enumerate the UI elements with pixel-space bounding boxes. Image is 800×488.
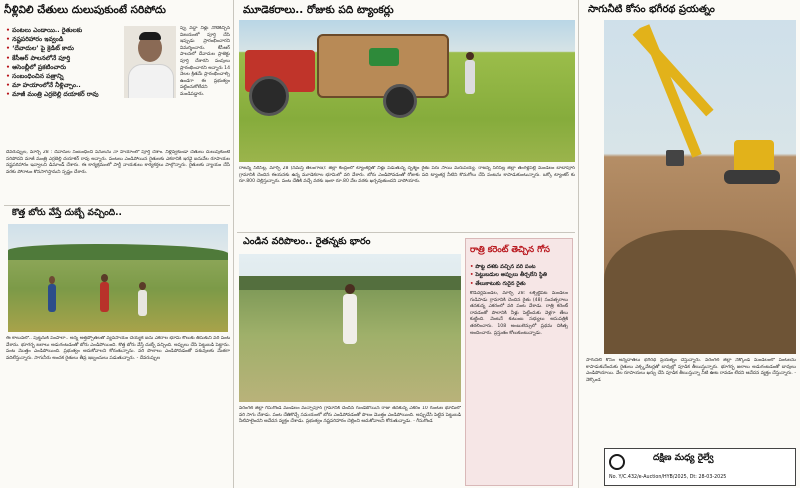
excavator-well-photo [604,20,796,354]
railway-advertisement [604,448,796,486]
story-headline: నీళ్లివిలి చేతులు దులుపుకుంటే సరిపోదు [4,4,166,16]
bullet-item: • ‘దేవాదుల’ పై క్రెడిట్ కాదు [6,44,116,53]
story-body-text: సాగునీటి కోసం అన్నదాతలు భగీరథ ప్రయత్నం చేస్తున్నారు. వరంగల్ జిల్లా నెక్కొండ మండలంలో పంటలను కాపాడుకునేందుకు రైతులు ఎక్స్కవేటర్లతో బావుల్లో పూడిక తీయిస్తున్నారు. భూగర్భ జలాలు అడుగంటడంతో బావులు ఎండిపోయాయి. వేల రూపాయలు ఖర్చు చేసి పూడిక తీయిస్తున్నా నీటి ఊట రావడం లేదని ఆవేదన వ్యక్తం చేస్తున్నారు. - నెక్కొండ [586,358,796,383]
bullet-item: • పెట్టుబడుల అప్పులు తీర్చలేని స్థితి [470,271,570,279]
bullet-item: • అసెంబ్లీలో ప్రకటించారు [6,63,116,72]
bullet-item: • మా హయాంలోనే నీళ్లిచ్చాం.. [6,81,116,90]
side-column-text: ప్పు వద్దా నీళ్లు నోటికిచ్చిన విజయంలో పూర్తి చేసి ఇప్పుడు ప్రారంభించారని విమర్శించారు. కేసీఆర్ పాలనలో దేవాదుల ప్రాజెక్టు పూర్తి చేశారని పంపులు ప్రారంభించారని అన్నారు 14 నెలల క్రితమే ప్రారంభించాల్సి ఉండగా ఈ ప్రభుత్వం పట్టించుకోలేదని మండిపడ్డారు. [180,26,230,97]
story-body-text: దేవరుప్పుల, మార్చి 28 : దేవాదుల సంబంధించి పనులను నా హయాంలో పూర్తి చేశాం. నీళ్లివ్వకుండా చేతులు దులుపుకుంటే సరిపోదని మాజీ మంత్రి ఎర్రబెల్లి దయాకర్ రావు అన్నారు. పంటలు ఎండిపోయిన రైతులకు ఎకరానికి ఇరవై ఐదువేల రూపాయల నష్టపరిహారం ఇవ్వాలని డిమాండ్ చేశారు. ఈ కార్యక్రమంలో పార్టీ నాయకులు కార్యకర్తలు పాల్గొన్నారు. రైతులకు న్యాయం చేసే వరకు పోరాటం కొనసాగిస్తామని స్పష్టం చేశారు. [6,150,230,175]
tractor-tanker-photo [239,20,575,162]
story-body-text: రాజన్న సిరిసిల్ల, మార్చి 28 (నమస్తే తెలంగాణ): జిల్లా కేంద్రంలో ట్యాంకర్లతో నీళ్లు పడుతున్న దృశ్యం రైతు పేరు సాయి మరుపయ్య. రాజన్న సిరిసిల్ల జిల్లా తంగళ్లపల్లి మండలం బాబాపూర్ గ్రామానికి చెందిన ఈయనకు ఉన్న మూడెకరాల భూమిలో వరి వేశారు. బోరు ఎండిపోవడంతో రోజుకు పది ట్యాంకర్ల నీటిని కొనుగోలు చేసి పంటను కాపాడుకుంటున్నారు. ఒక్కో ట్యాంకర్ కు రూ.800 చెల్లిస్తున్నారు. పంట చేతికి వచ్చే వరకు ఇంకా రూ.80 వేల వరకు ఖర్చవుతుందని వాపోయారు. [239,166,575,185]
story-headline: సాగునీటి కోసం భగీరథ ప్రయత్నం [588,4,715,15]
dried-paddy-field-photo [239,254,461,402]
sidebar-headline: రాత్రి కరెంట్ తెచ్చిన గోస [470,245,550,255]
ad-footer-text: No. Y/C.432/e-Auction/HYB/2025, Dt: 28-03-2025 [609,475,727,480]
bullet-item: • మాజీ మంత్రి ఎర్రబెల్లి దయాకర్ రావు [6,90,116,99]
story-body-text: ఈ కాలువలో.. పుట్టనుకి పంపాలా.. అన్న అత్తప్పోతలతో వ్యవసాయం చెయ్యక ఐదు ఎకరాల భూమి కౌలుకు తీసుకుని వరి పంట వేశాను. భూగర్భ జలాలు అడుగంటడంతో బోరు ఎండిపోయింది. కొత్త బోరు వేస్తే దుబ్బే వచ్చింది. అప్పులు చేసి పెట్టుబడి పెట్టాను. పంట మొత్తం ఎండిపోయింది. ప్రభుత్వం ఆదుకోవాలని కోరుతున్నాను. వరి పొలాలు ఎండిపోవడంతో పశువులకు మేతగా వదిలేస్తున్నారు. సాగునీరు అందక రైతులు తీవ్ర ఇబ్బందులు పడుతున్నారు. - దేవరుప్పుల [6,336,230,361]
column-left [4,0,230,488]
bullet-item: • కేసీఆర్ పాలనలోనే పూర్తి [6,54,116,63]
column-divider [233,0,234,488]
ad-title: దక్షిణ మధ్య రైల్వే [653,453,714,463]
politician-portrait-photo [124,26,176,98]
section-divider [4,205,230,206]
bullet-item: • పంటలు ఎండాయి.. రైతులకు [6,26,116,35]
story-headline: ఎండిన వరిపొలం.. రైతన్నకు భారం [243,236,371,247]
bullet-item: • పొట్ట దశకు వచ్చిన వరి పంట [470,263,570,271]
bullet-item: • నష్టపరిహారం ఇవ్వండి [6,35,116,44]
bullet-item: • సంబంధించిన పత్రాన్ని [6,72,116,81]
farmers-field-photo [8,224,228,332]
sidebar-box [465,238,573,486]
story-headline: మూడెకరాలు.. రోజుకు పది ట్యాంకర్లు [243,4,394,16]
column-divider [578,0,579,488]
railway-logo-icon [609,454,625,470]
section-divider [237,232,575,233]
key-points-list [6,26,116,100]
column-middle [237,0,575,488]
bullet-item: • తేలుకాటుకు గురైన రైతు [470,280,570,288]
story-body-text: వరంగల్ జిల్లా గీసుగొండ మండలం మచ్చాపూర్ గ్రామానికి చెందిన గుండెబోయిన రాజు తనకున్న ఎకరం 10 గుంటల భూమిలో వరి సాగు చేశాడు. పంట చేతికొచ్చే సమయంలో బోరు ఎండిపోవడంతో పొలం మొత్తం ఎండిపోయింది. అప్పుచేసి పెట్టిన పెట్టుబడి నీటిపాలైందని ఆవేదన వ్యక్తం చేశాడు. ప్రభుత్వం నష్టపరిహారం చెల్లించి ఆదుకోవాలని కోరుతున్నాడు. - గీసుగొండ [239,406,461,425]
sidebar-body-text: కోడిచర్లమండల, మార్చి 28: లక్సెట్టిపేట మండలం గుడిపాడు గ్రామానికి చెందిన రైతు (48) సంవత్సరాలు తనకున్న ఎకరంలో వరి పంట వేశాడు. రాత్రి కరెంట్ రావడంతో పొలానికి నీళ్లు పెట్టేందుకు వెళ్లగా తేలు కుట్టింది. వెంటనే కుటుంబ సభ్యులు ఆసుపత్రికి తరలించారు. 108 అంబులెన్సులో ప్రథమ చికిత్స అందించారు. ప్రస్తుతం కోలుకుంటున్నాడు. [470,291,568,336]
sidebar-points-list [470,263,570,288]
story-headline: కొత్త బోరు వేస్తే దుబ్బే వచ్చింది.. [12,208,122,218]
column-right [582,0,796,488]
